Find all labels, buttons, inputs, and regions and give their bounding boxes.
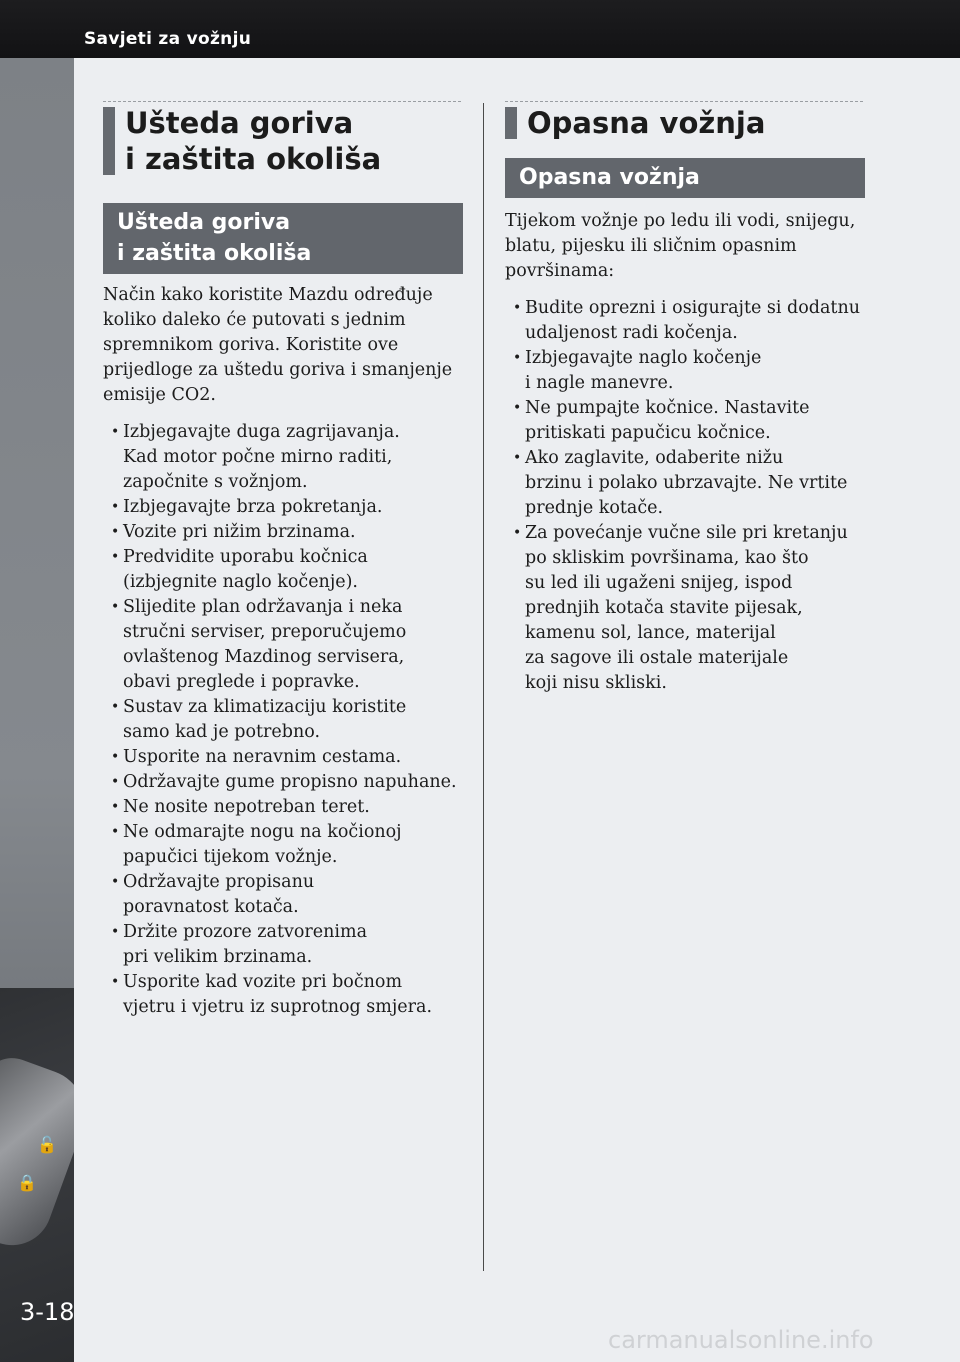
intro-line: blatu, pijesku ili sličnim opasnim (505, 236, 797, 256)
right-column (505, 103, 865, 696)
intro-line: koliko daleko će putovati s jednim (103, 310, 406, 330)
intro-line: površinama: (505, 261, 615, 281)
sidebar-photo (0, 58, 74, 1362)
subheading-line: i zaštita okoliša (117, 241, 312, 266)
heading-line: Ušteda goriva (125, 106, 354, 140)
lock-icon: 🔒 (17, 1173, 37, 1192)
section-title: Savjeti za vožnju (84, 29, 252, 49)
list-item: • Usporite na neravnim cestama. (111, 745, 463, 770)
list-item: • Održavajte gume propisno napuhane. (111, 770, 463, 795)
intro-paragraph (505, 209, 865, 284)
top-rule-left (103, 101, 461, 102)
heading-title: Opasna vožnja (527, 106, 766, 140)
list-item: • Predvidite uporabu kočnica (izbjegnite naglo kočenje). (111, 545, 463, 595)
list-item: • Za povećanje vučne sile pri kretanju po skliskim površinama, kao što su led ili ugaženi snijeg, ispod prednjih kotača stavite pijesak, kamenu sol, lance, materijal za sagove ili ostale materijale koji nisu skliski. (513, 521, 865, 696)
page-number: 3-18 (20, 1298, 75, 1326)
left-column (103, 103, 463, 1020)
list-item: • Vozite pri nižim brzinama. (111, 520, 463, 545)
list-item: • Slijedite plan održavanja i neka stručni serviser, preporučujemo ovlaštenog Mazdinog servisera, obavi preglede i popravke. (111, 595, 463, 695)
hazard-tips-list (505, 296, 865, 696)
list-item: • Ako zaglavite, odaberite nižu brzinu i polako ubrzavajte. Ne vrtite prednje kotače. (513, 446, 865, 521)
subheading-fuel (103, 203, 463, 274)
list-item: • Ne nosite nepotreban teret. (111, 795, 463, 820)
intro-paragraph (103, 283, 463, 408)
top-bar (0, 0, 960, 58)
subheading-hazard: Opasna vožnja (505, 158, 865, 198)
list-item: • Održavajte propisanu poravnatost kotača. (111, 870, 463, 920)
list-item: • Izbjegavajte naglo kočenje i nagle manevre. (513, 346, 865, 396)
intro-line: Tijekom vožnje po ledu ili vodi, snijegu, (505, 211, 856, 231)
list-item: • Ne odmarajte nogu na kočionoj papučici tijekom vožnje. (111, 820, 463, 870)
unlock-icon: 🔓 (37, 1135, 57, 1154)
list-item: • Sustav za klimatizaciju koristite samo kad je potrebno. (111, 695, 463, 745)
subheading-line: Ušteda goriva (117, 210, 291, 235)
list-item: • Usporite kad vozite pri bočnom vjetru i vjetru iz suprotnog smjera. (111, 970, 463, 1020)
heading-line: i zaštita okoliša (125, 142, 382, 176)
intro-line: spremnikom goriva. Koristite ove (103, 335, 399, 355)
intro-line: emisije CO2. (103, 385, 216, 405)
list-item: • Izbjegavajte duga zagrijavanja. Kad motor počne mirno raditi, započnite s vožnjom. (111, 420, 463, 495)
fuel-tips-list (103, 420, 463, 1020)
list-item: • Držite prozore zatvorenima pri velikim brzinama. (111, 920, 463, 970)
section-heading-hazard (505, 105, 865, 141)
watermark: carmanualsonline.info (608, 1326, 874, 1354)
top-rule-right (505, 101, 863, 102)
list-item: • Izbjegavajte brza pokretanja. (111, 495, 463, 520)
column-divider (483, 103, 484, 1271)
heading-title (125, 105, 463, 177)
intro-line: prijedloge za uštedu goriva i smanjenje (103, 360, 453, 380)
intro-line: Način kako koristite Mazdu određuje (103, 285, 433, 305)
section-heading-fuel (103, 105, 463, 177)
list-item: • Budite oprezni i osigurajte si dodatnu udaljenost radi kočenja. (513, 296, 865, 346)
list-item: • Ne pumpajte kočnice. Nastavite pritiskati papučicu kočnice. (513, 396, 865, 446)
